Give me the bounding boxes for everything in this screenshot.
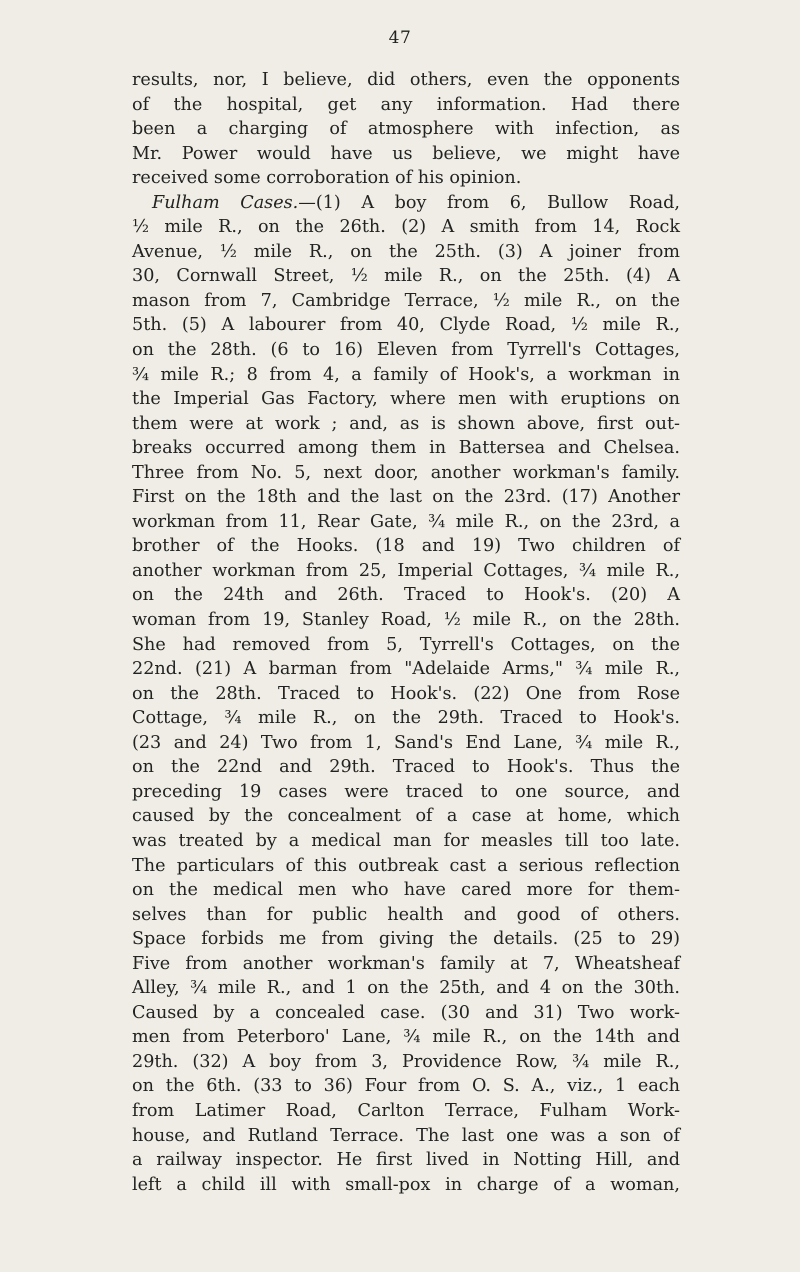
text-line: on the 6th. (33 to 36) Four from O. S. A., viz., 1 each [132,1076,680,1097]
text-line: (23 and 24) Two from 1, Sand's End Lane, ¾ mile R., [132,732,680,753]
text-line: on the 28th. Traced to Hook's. (22) One from Rose [132,683,680,704]
text-line: Alley, ¾ mile R., and 1 on the 25th, and 4 on the 30th. [132,978,680,999]
text-line: Five from another workman's family at 7, Wheatsheaf [132,953,680,974]
text-line: Cottage, ¾ mile R., on the 29th. Traced to Hook's. [132,708,680,729]
text-line: The particulars of this outbreak cast a serious reflection [132,855,680,876]
text-line: 30, Cornwall Street, ½ mile R., on the 25th. (4) A [132,266,680,287]
text-line: a railway inspector. He first lived in Notting Hill, and [132,1150,680,1171]
text-line: Mr. Power would have us believe, we might have [132,143,680,164]
text-line: from Latimer Road, Carlton Terrace, Fulham Work- [132,1100,680,1121]
text-line: Avenue, ½ mile R., on the 25th. (3) A joiner from [132,241,680,262]
text-line: another workman from 25, Imperial Cottages, ¾ mile R., [132,560,680,581]
text-line: on the medical men who have cared more for them- [132,880,680,901]
text-line: She had removed from 5, Tyrrell's Cottages, on the [132,634,680,655]
text-line: selves than for public health and good of others. [132,904,680,925]
text-line: woman from 19, Stanley Road, ½ mile R., on the 28th. [132,610,680,631]
text-line: Three from No. 5, next door, another workman's family. [132,462,680,483]
text-line: on the 22nd and 29th. Traced to Hook's. Thus the [132,757,680,778]
text-line: 5th. (5) A labourer from 40, Clyde Road, ½ mile R., [132,315,680,336]
text-line: 22nd. (21) A barman from "Adelaide Arms," ¾ mile R., [132,659,680,680]
text-line: preceding 19 cases were traced to one source, and [132,781,680,802]
section-heading: Fulham Cases. [152,192,299,213]
text-line: left a child ill with small-pox in charge of a woman, [132,1174,680,1195]
section-heading-line [132,191,680,216]
text-line: results, nor, I believe, did others, even the opponents [132,70,680,90]
text-line: been a charging of atmosphere with infection, as [132,119,680,140]
text-line: on the 24th and 26th. Traced to Hook's. (20) A [132,585,680,606]
text-line: received some corroboration of his opinion. [132,168,522,189]
text-line: on the 28th. (6 to 16) Eleven from Tyrrell's Cottages, [132,340,680,361]
text-line: was treated by a medical man for measles till too late. [132,830,680,851]
body-text [132,68,680,1197]
text-line: men from Peterboro' Lane, ¾ mile R., on the 14th and [132,1027,680,1048]
text-line: mason from 7, Cambridge Terrace, ½ mile R., on the [132,290,680,311]
text-line: brother of the Hooks. (18 and 19) Two children of [132,536,680,557]
text-line: of the hospital, get any information. Had there [132,94,680,115]
text-line: breaks occurred among them in Battersea and Chelsea. [132,438,680,459]
text-line: ½ mile R., on the 26th. (2) A smith from 14, Rock [132,217,680,238]
text-line: ¾ mile R.; 8 from 4, a family of Hook's, a workman in [132,364,680,385]
text-line: caused by the concealment of a case at home, which [132,806,680,827]
text-line: —(1) A boy from 6, Bullow Road, [298,192,680,213]
page-number: 47 [388,28,412,48]
text-line: First on the 18th and the last on the 23rd. (17) Another [132,487,680,508]
text-line: Space forbids me from giving the details. (25 to 29) [132,929,680,950]
text-line: house, and Rutland Terrace. The last one was a son of [132,1125,680,1146]
text-line: the Imperial Gas Factory, where men with eruptions on [132,389,680,410]
text-line: 29th. (32) A boy from 3, Providence Row, ¾ mile R., [132,1051,680,1072]
text-line: them were at work ; and, as is shown above, first out- [132,413,680,434]
text-line: Caused by a concealed case. (30 and 31) Two work- [132,1002,680,1023]
text-line: workman from 11, Rear Gate, ¾ mile R., on the 23rd, a [132,511,680,532]
